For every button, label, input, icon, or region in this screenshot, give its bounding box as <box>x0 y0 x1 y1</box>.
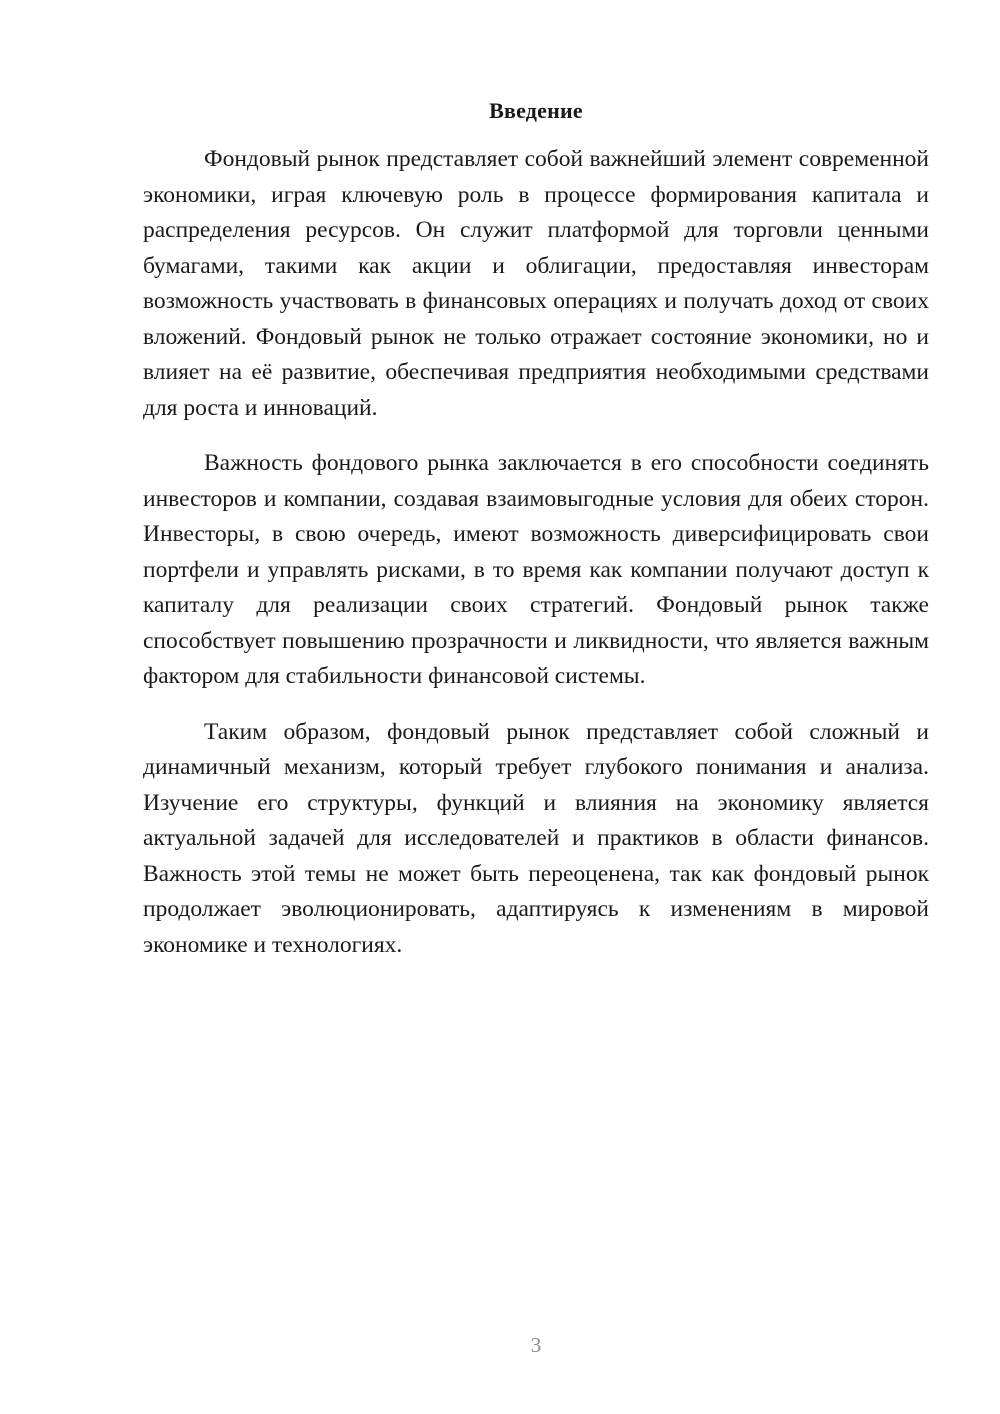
body-text <box>143 142 929 983</box>
paragraph-3: Таким образом, фондовый рынок представляет собой сложный и динамичный механизм, который требует глубокого понимания и анализа. Изучение его структуры, функций и влияния на экономику является актуальной задачей для исследователей и практиков в области финансов. Важность этой темы не может быть переоценена, так как фондовый рынок продолжает эволюционировать, адаптируясь к изменениям в мировой экономике и технологиях. <box>143 718 929 958</box>
section-heading: Введение <box>489 98 583 123</box>
page-number: 3 <box>530 1333 542 1357</box>
paragraph-2: Важность фондового рынка заключается в его способности соединять инвесторов и компании, создавая взаимовыгодные условия для обеих сторон. Инвесторы, в свою очередь, имеют возможность диверсифицировать свои портфели и управлять рисками, в то время как компании получают доступ к капиталу для реализации своих стратегий. Фондовый рынок также способствует повышению прозрачности и ликвидности, что является важным фактором для стабильности финансовой системы. <box>143 450 929 689</box>
paragraph-1: Фондовый рынок представляет собой важнейший элемент современной экономики, играя ключевую роль в процессе формирования капитала и распределения ресурсов. Он служит платформой для торговли ценными бумагами, такими как акции и облигации, предоставляя инвесторам возможность участвовать в финансовых операциях и получать доход от своих вложений. Фондовый рынок не только отражает состояние экономики, но и влияет на её развитие, обеспечивая предприятия необходимыми средствами для роста и инноваций. <box>143 146 929 421</box>
